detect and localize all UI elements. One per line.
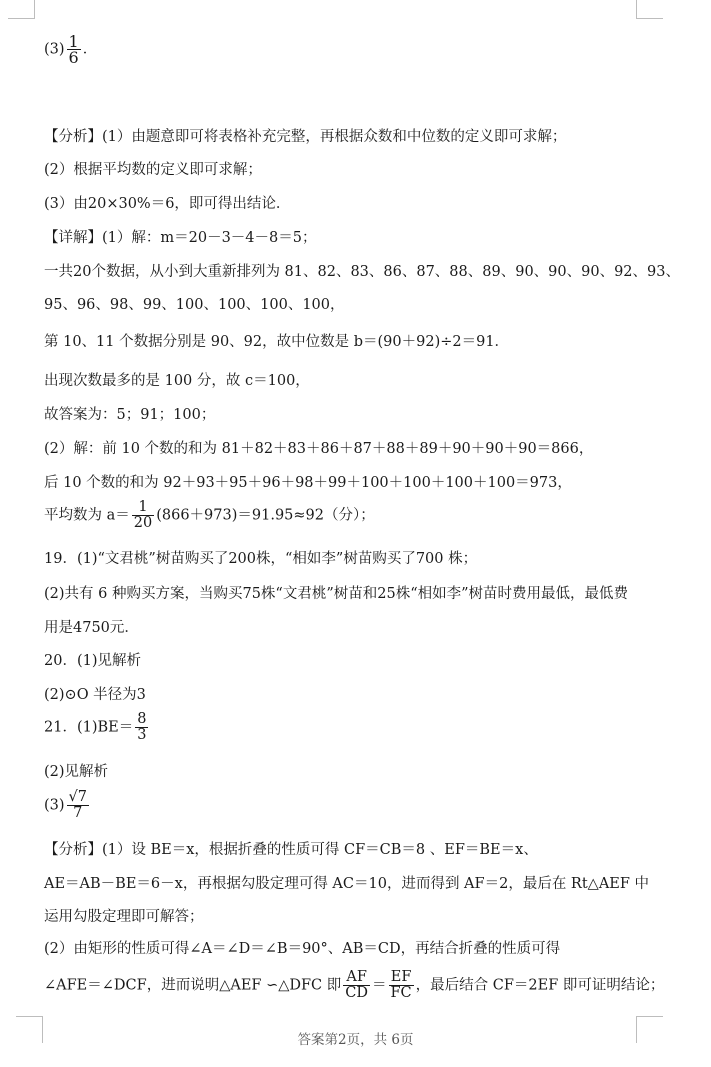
numerator: AF [343, 970, 370, 986]
denominator: 7 [73, 805, 83, 821]
numerator: 1 [68, 32, 79, 51]
numerator: √7 [68, 789, 88, 805]
q21-prefix: 21．(1)BE＝ [44, 719, 134, 736]
denominator: 6 [68, 48, 79, 67]
numerator: 8 [137, 711, 147, 727]
q3-prefix: (3) [44, 41, 65, 58]
page-footer: 答案第2页，共 6页 [297, 1032, 414, 1048]
analysis-line-1: 【分析】(1）由题意即可将表格补充完整，再根据众数和中位数的定义即可求解； [44, 129, 567, 145]
fraction [343, 970, 370, 1001]
q21-analysis-line-3: 运用勾股定理即可解答； [44, 909, 204, 925]
mode-line: 出现次数最多的是 100 分，故 c＝100， [44, 373, 310, 389]
mean-rest: (866＋973)＝91.95≈92（分）； [156, 507, 375, 524]
q21-line-2: (2)见解析 [44, 764, 109, 780]
mean-prefix: 平均数为 a＝ [44, 507, 130, 524]
answer-line: 故答案为：5；91；100； [44, 407, 216, 423]
q21-analysis-line-4: (2）由矩形的性质可得∠A＝∠D＝∠B＝90°、AB＝CD，再结合折叠的性质可得 [44, 941, 561, 957]
fraction [67, 34, 81, 65]
line-part-2: ，最后结合 CF＝2EF 即可证明结论； [415, 977, 665, 994]
detail-line-1: 【详解】(1）解：m＝20－3－4－8＝5； [44, 230, 317, 246]
q21-part3-prefix: (3) [44, 797, 65, 814]
analysis-line-2: (2）根据平均数的定义即可求解； [44, 162, 262, 178]
q19-line-2: (2)共有 6 种购买方案，当购买75株“文君桃”树苗和25株“相如李”树苗时费用最低，最低费 [44, 586, 629, 602]
q21-analysis-line-1: 【分析】(1）设 BE＝x，根据折叠的性质可得 CF＝CB＝8 、EF＝BE＝x、 [44, 842, 538, 858]
mean-line [44, 500, 375, 531]
denominator: FC [390, 985, 412, 1001]
analysis-line-3: (3）由20×30%＝6，即可得出结论． [44, 196, 291, 212]
detail-line-3: 95、96、98、99、100、100、100、100， [44, 297, 345, 313]
median-line: 第 10、11 个数据分别是 90、92，故中位数是 b＝(90＋92)÷2＝91． [44, 334, 510, 350]
sum-last-10-line: 后 10 个数的和为 92＋93＋95＋96＋98＋99＋100＋100＋100＋100＝973， [44, 475, 572, 491]
denominator: 3 [137, 727, 147, 743]
denominator: 20 [133, 515, 153, 531]
equals-sign: ＝ [372, 977, 387, 994]
crop-mark-top-right [636, 0, 663, 19]
numerator: 1 [132, 500, 154, 516]
numerator: EF [389, 970, 414, 986]
q19-line-1: 19．(1)“文君桃”树苗购买了200株，“相如李”树苗购买了700 株； [44, 551, 478, 567]
q3-answer-top [44, 34, 97, 65]
q20-line-2: (2)⊙O 半径为3 [44, 687, 146, 703]
fraction [389, 970, 414, 1001]
q19-line-3: 用是4750元． [44, 620, 139, 636]
q21-analysis-line-2: AE＝AB－BE＝6－x，再根据勾股定理可得 AC＝10，进而得到 AF＝2，最后在 Rt△AEF 中 [44, 876, 650, 892]
detail-line-2: 一共20个数据，从小到大重新排列为 81、82、83、86、87、88、89、90、90、90、92、93、 [44, 264, 680, 280]
fraction [132, 500, 154, 531]
q3-suffix: ． [82, 41, 98, 58]
q21-line-1 [44, 712, 150, 743]
fraction [67, 790, 89, 821]
crop-mark-top-left [8, 0, 35, 19]
q21-line-3 [44, 790, 91, 821]
denominator: CD [345, 985, 368, 1001]
q20-line-1: 20．(1)见解析 [44, 653, 141, 669]
fraction [135, 712, 148, 743]
line-part-1: ∠AFE＝∠DCF，进而说明△AEF ∽△DFC 即 [44, 977, 342, 994]
sum-first-10-line: (2）解：前 10 个数的和为 81＋82＋83＋86＋87＋88＋89＋90＋90＋90＝866， [44, 441, 594, 457]
q21-analysis-line-5 [44, 970, 664, 1001]
